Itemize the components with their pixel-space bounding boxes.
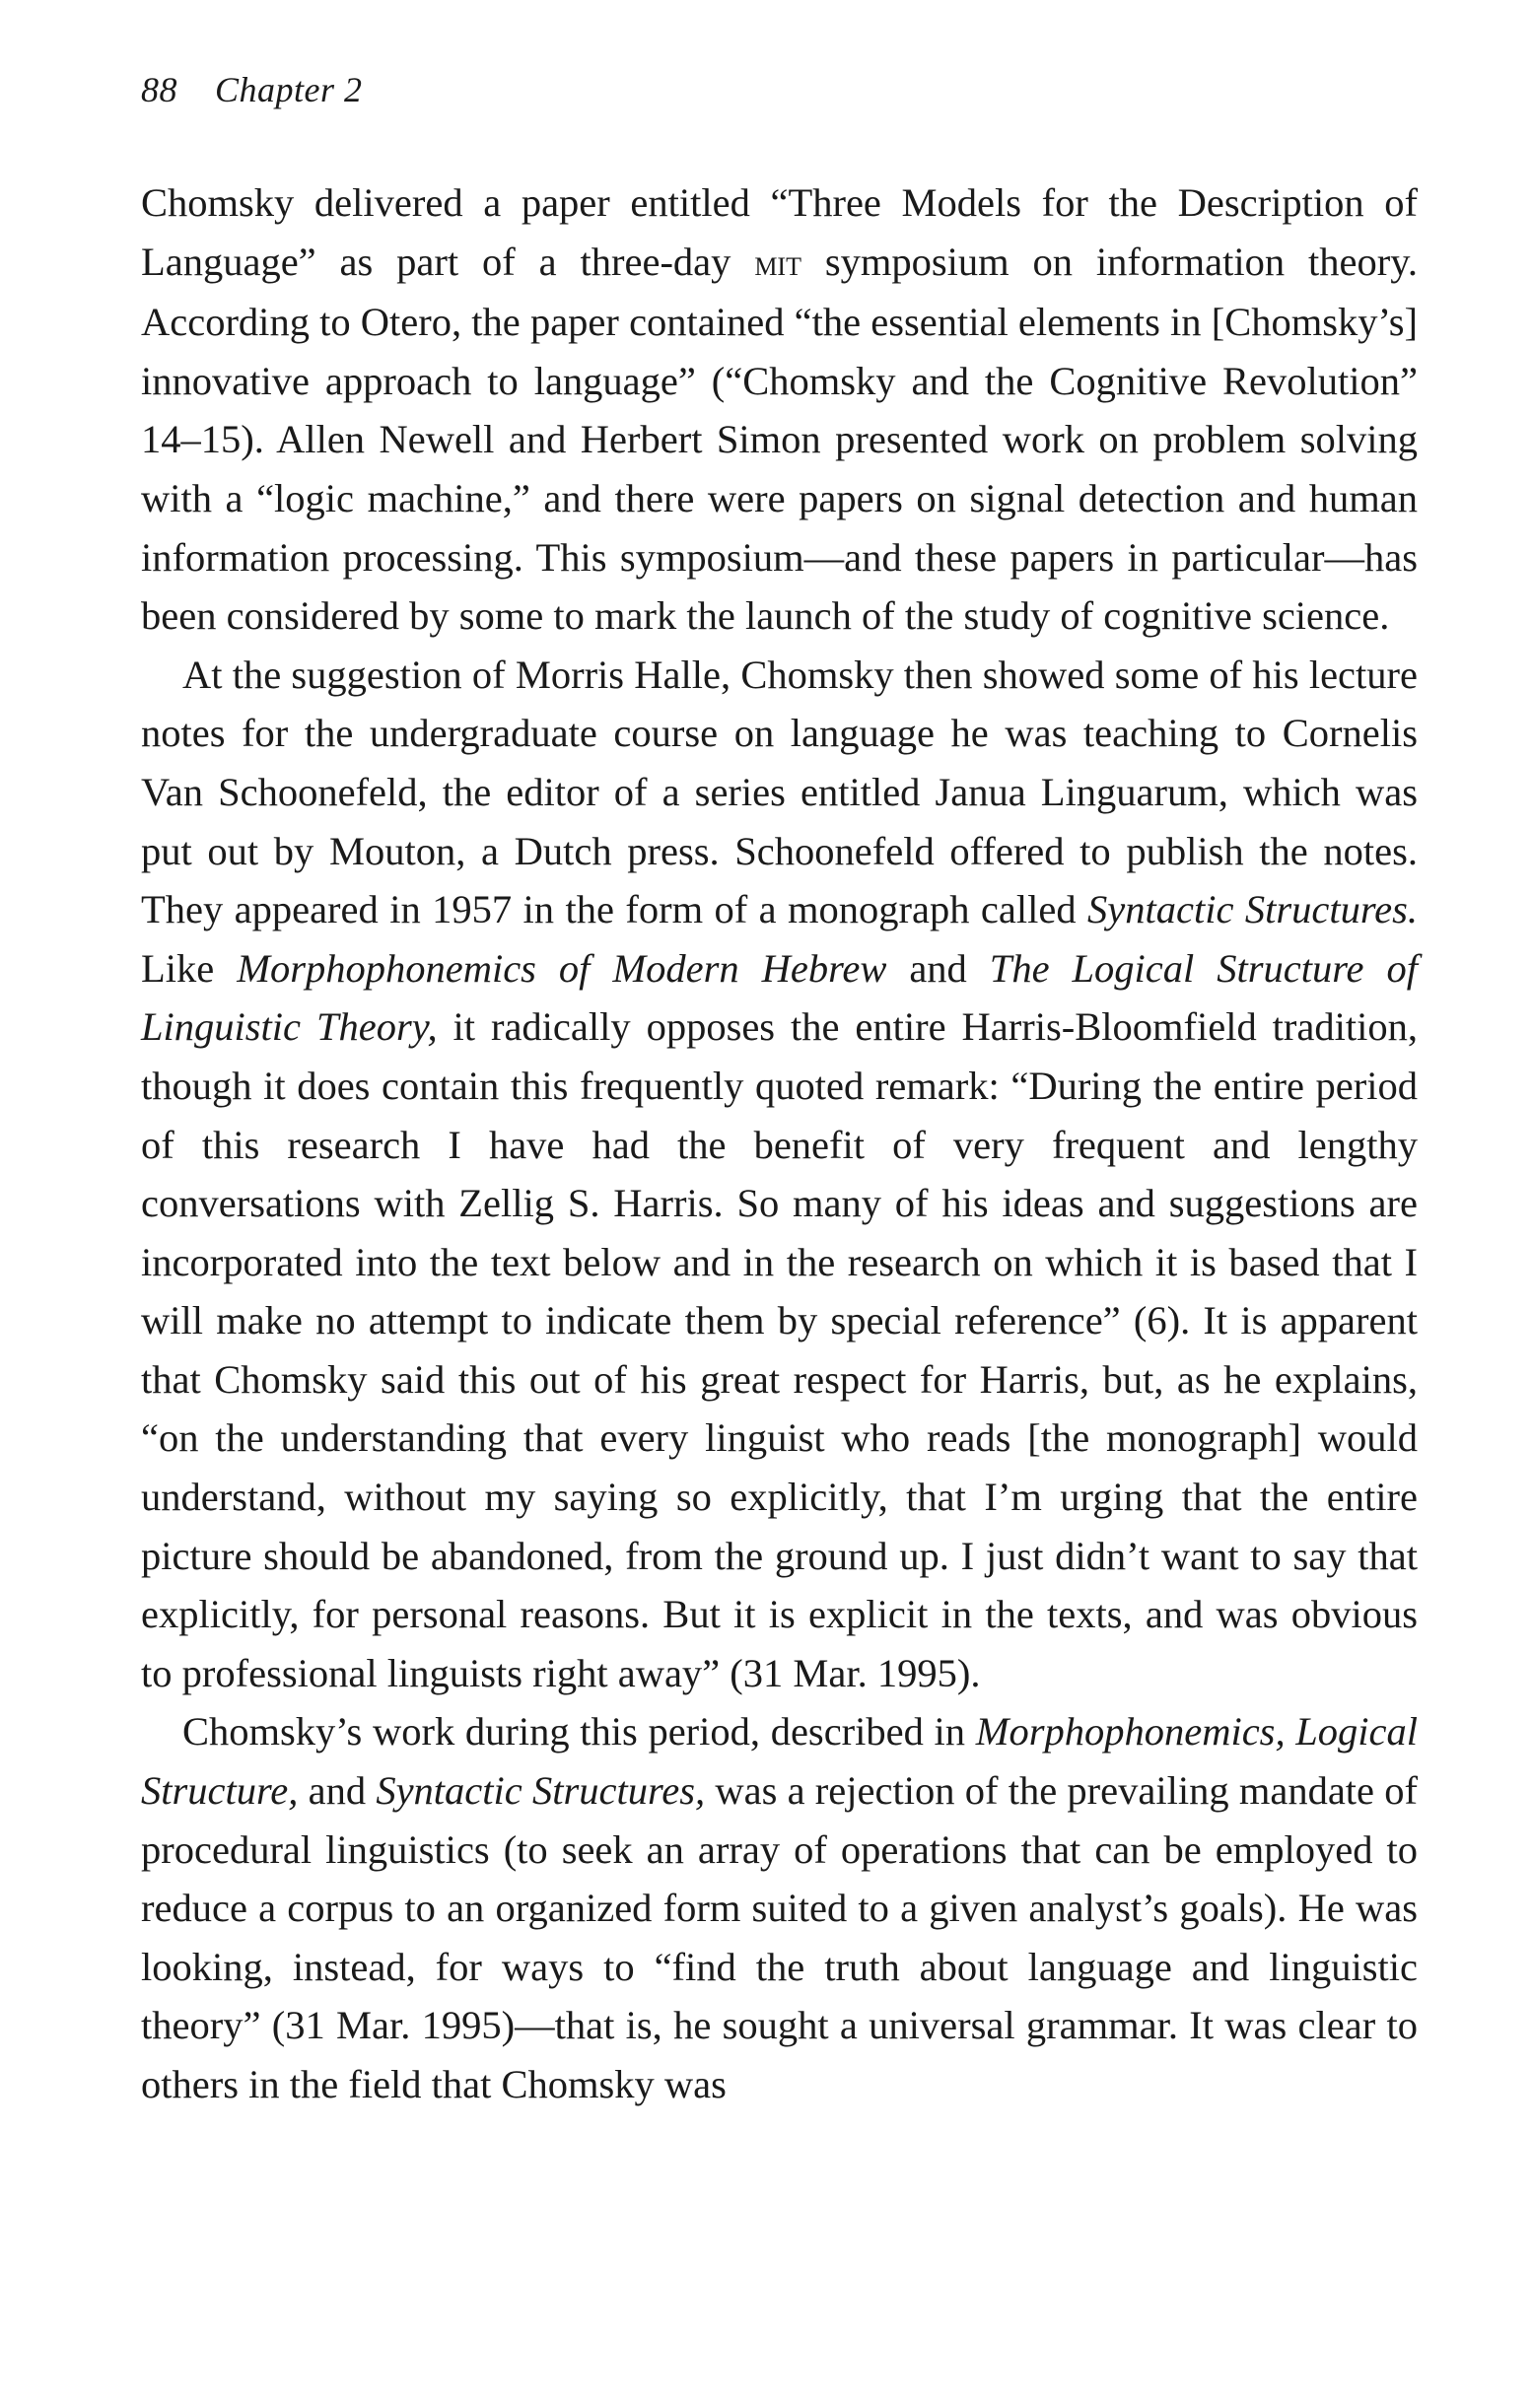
book-title: Syntactic Structures. (1087, 887, 1418, 932)
text-run: symposium on information theory. According to Otero, the paper contained “the essential elements in [Chomsky’s] innovative approach to language” (“Chomsky and the Cognitive Revolution” 14–15). Allen Newell and Herbert Simon presented work on problem solving with a “logic machine,” and there were papers on signal detection and human information processing. This symposium—and these papers in particular—has been considered by some to mark the launch of the study of cognitive science. (141, 239, 1418, 639)
book-page (141, 0, 1418, 2408)
paragraph-2 (141, 646, 1418, 1703)
text-run-smallcaps: mit (754, 242, 801, 283)
text-run: Chomsky’s work during this period, described in (182, 1709, 976, 1754)
text-run: was a rejection of the prevailing mandate of procedural linguistics (to seek an array of operations that can be employed to reduce a corpus to an organized form suited to a given analyst’s goals). He was looking, instead, for ways to “find the truth about language and linguistic theory” (31 Mar. 1995)—that is, he sought a universal grammar. It was clear to others in the field that Chomsky was (141, 1768, 1419, 2106)
text-run: At the suggestion of Morris Halle, Chomsky then showed some of his lecture notes for the undergraduate course on language he was teaching to Cornelis Van Schoonefeld, the editor of a series entitled Janua Linguarum, which was put out by Mouton, a Dutch press. Schoonefeld offered to publish the notes. They appeared in 1957 in the form of a monograph called (141, 652, 1418, 932)
book-title: The Logical Structure of Linguistic Theory, (141, 945, 1418, 1050)
paragraph-1 (141, 173, 1418, 646)
book-title: Morphophonemics of Modern Hebrew (237, 945, 887, 991)
text-run: it radically opposes the entire Harris-Bloomfield tradition, though it does contain this frequently quoted remark: “During the entire period of this research I have had the benefit of very frequent and lengthy conversations with Zellig S. Harris. So many of his ideas and suggestions are incorporated into the text below and in the research on which it is based that I will make no attempt to indicate them by special reference” (6). It is apparent that Chomsky said this out of his great respect for Harris, but, as he explains, “on the understanding that every linguist who reads [the monograph] would understand, without my saying so explicitly, that I’m urging that the entire picture should be abandoned, from the ground up. I just didn’t want to say that explicitly, for personal reasons. But it is explicit in the texts, and was obvious to professional linguists right away” (31 Mar. 1995). (141, 1004, 1419, 1695)
book-title: Morphophonemics, Logical Structure, (141, 1709, 1418, 1814)
paragraph-3 (141, 1702, 1418, 2113)
body-text (141, 173, 1418, 2114)
book-title: Syntactic Structures, (376, 1768, 706, 1814)
text-run: Chomsky delivered a paper entitled “Three Models for the Description of Language” as part of a three-day (141, 180, 1418, 284)
running-head (141, 69, 363, 110)
text-run: and (298, 1768, 377, 1814)
chapter-title: Chapter 2 (215, 70, 363, 109)
text-run: and (886, 945, 990, 991)
text-run: Like (141, 945, 238, 991)
page-number: 88 (141, 70, 177, 109)
